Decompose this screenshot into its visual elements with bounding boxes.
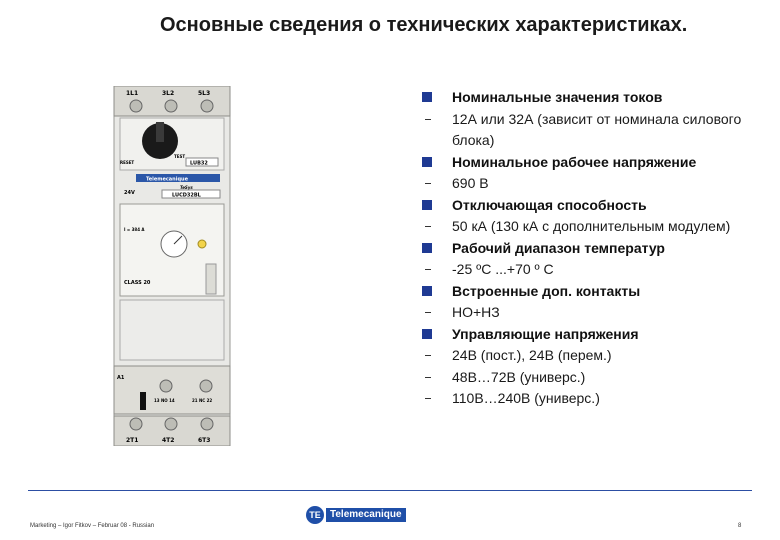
motor-starter-image	[112, 86, 232, 446]
list-item: НО+НЗ	[420, 302, 750, 324]
svg-text:A1: A1	[117, 375, 125, 381]
svg-text:TeSys: TeSys	[180, 185, 193, 190]
list-item: Рабочий диапазон температур	[420, 238, 750, 260]
bullet-square-icon	[422, 329, 432, 339]
terminal-label: 2T1	[126, 437, 139, 444]
list-item: 24В (пост.), 24В (перем.)	[420, 345, 750, 367]
terminal-label: 5L3	[198, 90, 211, 97]
logo-wordmark: Telemecanique	[326, 508, 406, 522]
list-item: 48В…72В (универс.)	[420, 367, 750, 389]
svg-text:TEST: TEST	[174, 154, 186, 159]
bullet-square-icon	[422, 92, 432, 102]
motor-starter-drawing	[112, 86, 232, 446]
dash-icon	[425, 119, 431, 120]
dash-icon	[425, 355, 431, 356]
svg-text:LUB32: LUB32	[190, 160, 208, 167]
svg-text:Telemecanique: Telemecanique	[146, 176, 188, 183]
list-item: 50 кА (130 кА с дополнительным модулем)	[420, 216, 750, 238]
list-item: 12А или 32А (зависит от номинала силового блока)	[420, 109, 750, 152]
dash-icon	[425, 183, 431, 184]
svg-text:RESET: RESET	[120, 160, 135, 165]
list-item: Номинальное рабочее напряжение	[420, 152, 750, 174]
dash-icon	[425, 398, 431, 399]
terminal-label: 6T3	[198, 437, 211, 444]
footer-credit: Marketing – Igor Fitkov – Februar 08 - Russian	[30, 523, 155, 529]
bullet-square-icon	[422, 243, 432, 253]
list-item: Управляющие напряжения	[420, 324, 750, 346]
spec-list	[420, 87, 750, 410]
telemecanique-logo	[306, 506, 410, 524]
list-item: Номинальные значения токов	[420, 87, 750, 109]
svg-text:24V: 24V	[124, 190, 135, 196]
bullet-square-icon	[422, 286, 432, 296]
dash-icon	[425, 312, 431, 313]
list-item: -25 ºС ...+70 º С	[420, 259, 750, 281]
status-led	[198, 240, 206, 248]
svg-text:21 NC 22: 21 NC 22	[192, 398, 213, 403]
slide-title: Основные сведения о технических характеристиках.	[160, 14, 688, 36]
page-number: 8	[738, 523, 742, 529]
footer-divider	[28, 490, 752, 491]
logo-emblem-icon: TE	[306, 506, 324, 524]
list-item: 110В…240В (универс.)	[420, 388, 750, 410]
terminal-label: 3L2	[162, 90, 175, 97]
terminal-label: 1L1	[126, 90, 139, 97]
svg-text:CLASS 20: CLASS 20	[124, 280, 151, 286]
list-item: Встроенные доп. контакты	[420, 281, 750, 303]
dash-icon	[425, 269, 431, 270]
svg-text:I = 384 A: I = 384 A	[124, 227, 145, 232]
svg-text:LUCD32BL: LUCD32BL	[172, 192, 201, 199]
list-item: Отключающая способность	[420, 195, 750, 217]
svg-text:13 NO 14: 13 NO 14	[154, 398, 175, 403]
dash-icon	[425, 377, 431, 378]
dash-icon	[425, 226, 431, 227]
bullet-square-icon	[422, 157, 432, 167]
list-item: 690 В	[420, 173, 750, 195]
terminal-label: 4T2	[162, 437, 175, 444]
bullet-square-icon	[422, 200, 432, 210]
aux-lever	[140, 392, 146, 410]
